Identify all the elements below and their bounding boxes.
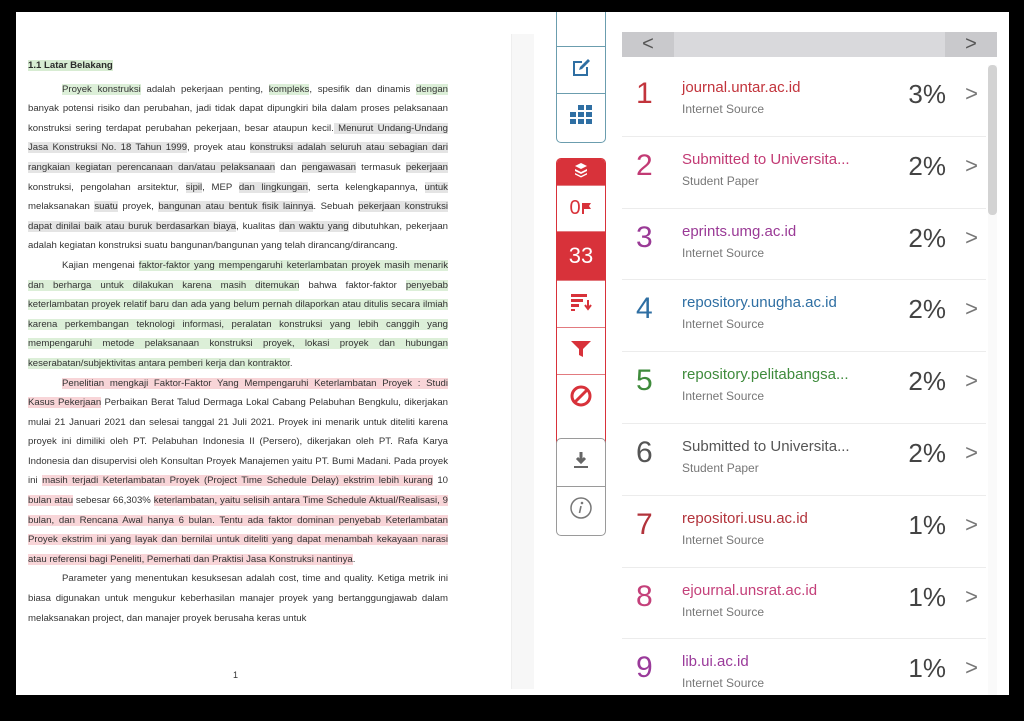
match-source[interactable]: ejournal.unsrat.ac.id bbox=[682, 581, 818, 599]
match-row[interactable] bbox=[622, 209, 986, 281]
paragraph-text: Perbaikan Berat Talud Dermaga Lokal Cabang Pelabuhan Bengkulu, dikerjakan mulai 21 Januari 2021 dan selesai tanggal 21 Juli 2021. Proyek ini menarik untuk diteliti karena proyek ini dimiliki oleh PT. Pelabuhan Indonesia II (Persero), dikerjakan oleh PT. Rafa Karya Indonesia dan disupervisi oleh Konsultan Proyek Manajemen yaitu PT. Bumi Madani. Pada proyek ini bbox=[28, 397, 448, 487]
match-source-type: Internet Source bbox=[682, 676, 765, 691]
paragraph-3 bbox=[28, 374, 448, 570]
paragraph-text: bahwa faktor-faktor bbox=[299, 279, 406, 291]
highlighted-match-text[interactable]: dan lingkungan bbox=[238, 181, 308, 193]
highlighted-match-text[interactable]: dengan bbox=[415, 83, 448, 95]
match-source[interactable]: Submitted to Universita... bbox=[682, 150, 850, 168]
edit-button[interactable] bbox=[557, 47, 605, 94]
highlighted-match-text[interactable]: bangunan atau bentuk fisik lainnya bbox=[158, 201, 314, 213]
scrollbar-thumb[interactable] bbox=[988, 65, 997, 215]
page-number: 1 bbox=[233, 670, 239, 680]
sort-button[interactable] bbox=[557, 281, 605, 328]
match-source-type: Internet Source bbox=[682, 245, 765, 260]
match-overview-panel bbox=[622, 32, 997, 695]
match-source[interactable]: Submitted to Universita... bbox=[682, 437, 850, 455]
app-window bbox=[16, 12, 1009, 695]
paragraph-text: . bbox=[289, 357, 293, 369]
match-source[interactable]: repository.pelitabangsa... bbox=[682, 366, 849, 384]
paragraph-text: dan bbox=[275, 161, 302, 173]
sort-icon bbox=[570, 292, 592, 317]
filter-button[interactable] bbox=[557, 328, 605, 375]
match-row[interactable] bbox=[622, 65, 986, 137]
highlighted-match-text[interactable]: Penelitian mengkaji Faktor-Faktor Yang Mempengaruhi Keterlambatan Proyek : Studi Kasus Pekerjaan bbox=[28, 377, 448, 409]
section-heading: 1.1 Latar Belakang bbox=[28, 60, 113, 71]
chevron-right-icon[interactable]: > bbox=[965, 81, 978, 106]
paragraph-2 bbox=[28, 256, 448, 374]
match-percentage: 2% bbox=[908, 222, 946, 253]
match-percentage: 2% bbox=[908, 437, 946, 468]
paragraph-text: Kajian mengenai bbox=[62, 259, 139, 271]
match-source[interactable]: journal.untar.ac.id bbox=[682, 79, 801, 96]
match-source-type: Internet Source bbox=[682, 102, 765, 116]
paragraph-text: banyak potensi risiko dan perubahan, jadi tidak dapat dipungkiri bila dalam proses bbox=[28, 103, 394, 115]
highlighted-match-text[interactable]: Proyek konstruksi bbox=[62, 83, 141, 95]
chevron-right-icon[interactable]: > bbox=[965, 224, 978, 250]
previous-button[interactable]: < bbox=[622, 32, 674, 57]
match-source[interactable]: repository.unugha.ac.id bbox=[682, 294, 837, 312]
layers-icon bbox=[573, 162, 589, 183]
paragraph-text: . Sebuah bbox=[313, 201, 359, 213]
highlighted-match-text[interactable]: pekerjaan konstruksi dapat dinilai baik atau buruk berdasarkan biaya bbox=[28, 201, 448, 232]
highlighted-match-text[interactable]: pengawasan bbox=[301, 161, 356, 173]
chevron-right-icon[interactable]: > bbox=[965, 511, 978, 537]
paragraph-text: proyek, bbox=[117, 201, 159, 213]
paragraph-4 bbox=[28, 569, 448, 628]
paragraph-text: , proyek atau bbox=[187, 142, 250, 154]
paragraph-text: 10 bbox=[432, 475, 449, 487]
panel-pager bbox=[622, 32, 997, 57]
paragraph-text: konstruksi, pengolahan arsitektur, bbox=[28, 181, 186, 193]
match-source-type: Internet Source bbox=[682, 317, 765, 332]
paragraph-text: , serta kelengkapannya, bbox=[307, 181, 425, 193]
match-row[interactable] bbox=[622, 424, 986, 496]
highlighted-match-text[interactable]: penyebab keterlambatan proyek relatif baru dan ada yang belum pernah dilaporkan atau ditulis secara ilmiah karena perkembangan teknologi informasi, peralatan konstruksi yang lebih canggih yang mempengaruhi metode pelaksanaan konstruksi proyek, lokasi proyek dan hubungan keserabatan/subjektivitas antara pemberi kerja dan kontraktor bbox=[28, 279, 448, 369]
chevron-right-icon[interactable]: > bbox=[965, 152, 978, 178]
match-row[interactable] bbox=[622, 568, 986, 640]
match-row[interactable] bbox=[622, 280, 986, 352]
highlighted-match-text[interactable]: suatu bbox=[94, 201, 118, 213]
chevron-right-icon[interactable]: > bbox=[965, 296, 978, 322]
match-list-scrollbar[interactable] bbox=[988, 65, 997, 695]
match-number: 9 bbox=[636, 651, 653, 685]
match-percentage: 1% bbox=[908, 509, 946, 540]
highlighted-match-text[interactable]: bulan atau bbox=[28, 495, 74, 507]
match-source-type: Internet Source bbox=[682, 532, 765, 547]
match-percentage: 2% bbox=[908, 294, 946, 325]
highlighted-match-text[interactable]: untuk bbox=[424, 181, 448, 193]
match-number: 1 bbox=[636, 77, 653, 110]
match-overview-button[interactable] bbox=[557, 232, 605, 281]
paragraph-text: dibutuhkan, pekerjaan adalah kegiatan konstruksi suatu bangunan/bangunan yang telah dirancang/dirancang. bbox=[28, 220, 449, 252]
edit-icon bbox=[569, 56, 593, 85]
paragraph-text: adalah pekerjaan penting, bbox=[140, 83, 269, 95]
grid-icon bbox=[568, 104, 594, 131]
match-source[interactable]: eprints.umg.ac.id bbox=[682, 222, 797, 240]
next-button[interactable]: > bbox=[945, 32, 997, 57]
paragraph-text: , kualitas bbox=[236, 220, 280, 232]
match-number: 2 bbox=[636, 148, 653, 182]
match-source-type: Student Paper bbox=[682, 460, 759, 475]
paragraph-text: melaksanakan bbox=[28, 201, 95, 213]
match-row[interactable] bbox=[622, 352, 986, 424]
download-icon bbox=[571, 449, 591, 476]
match-source-type: Internet Source bbox=[682, 604, 765, 619]
flags-button[interactable] bbox=[557, 186, 605, 232]
match-percentage: 1% bbox=[908, 581, 946, 612]
match-count: 33 bbox=[568, 243, 594, 268]
match-number: 5 bbox=[636, 364, 653, 398]
chevron-right-icon[interactable]: > bbox=[965, 368, 978, 394]
match-number: 3 bbox=[636, 220, 653, 254]
chevron-right-icon[interactable]: > bbox=[965, 583, 978, 609]
paragraph-text: termasuk bbox=[355, 161, 406, 173]
similarity-tools-group bbox=[556, 158, 606, 472]
download-button[interactable] bbox=[557, 439, 605, 487]
grid-button[interactable] bbox=[557, 94, 605, 140]
utility-tools-group bbox=[556, 438, 606, 536]
info-button[interactable] bbox=[557, 487, 605, 534]
match-row[interactable] bbox=[622, 137, 986, 209]
paragraph-text: Parameter yang menentukan kesuksesan adalah cost, time and quality. Ketiga metrik ini biasa digunakan untuk mengukur keberhasilan manajer proyek yang bertanggungjawab dalam melaksanakan project, dan manajer proyek berusaha keras untuk bbox=[28, 573, 448, 624]
match-row[interactable] bbox=[622, 496, 986, 568]
paragraph-text: sebesar 66,303% bbox=[73, 495, 154, 507]
exclude-icon bbox=[569, 384, 593, 413]
match-number: 8 bbox=[636, 579, 653, 613]
view-tools-group bbox=[556, 12, 606, 143]
highlighted-match-text[interactable]: pekerjaan bbox=[405, 161, 448, 173]
chevron-right-icon[interactable]: > bbox=[965, 655, 978, 681]
flag-count: 0 bbox=[569, 197, 581, 219]
toolbar-top-button[interactable] bbox=[557, 12, 605, 47]
exclude-button[interactable] bbox=[557, 375, 605, 421]
highlighted-match-text[interactable]: kompleks bbox=[268, 83, 310, 95]
paragraph-text: , spesifik dan dinamis bbox=[309, 83, 416, 95]
match-percentage: 2% bbox=[908, 366, 946, 397]
highlighted-match-text[interactable]: keterlambatan, yaitu selisih antara Time Schedule Aktual/Realisasi, 9 bulan, dan Rencana Awal hanya 6 bulan. Tentu ada faktor dominan penyebab Keterlambatan Proyek ekstrim ini yang layak dan bernilai untuk diteliti yang dapat menambah kekayaan narasi atau referensi bagi Peneliti, Pemerhati dan Praktisi Jasa Konstruksi nantinya bbox=[28, 495, 448, 565]
paragraph-text: , MEP bbox=[202, 181, 239, 193]
highlighted-match-text[interactable]: konstruksi adalah seluruh atau sebagian dari rangkaian kegiatan perencanaan dan/atau pelaksanaan bbox=[28, 142, 448, 173]
flag-icon bbox=[581, 197, 593, 220]
filter-icon bbox=[570, 339, 592, 364]
match-number: 7 bbox=[636, 507, 653, 541]
highlighted-match-text[interactable]: dan waktu yang bbox=[279, 220, 349, 232]
match-number: 4 bbox=[636, 292, 653, 326]
highlighted-match-text[interactable]: Menurut Undang-Undang Jasa Konstruksi No. 18 Tahun 1999 bbox=[28, 122, 448, 154]
match-percentage: 1% bbox=[908, 653, 946, 684]
match-source-type: Student Paper bbox=[682, 173, 759, 188]
highlighted-match-text[interactable]: sipil bbox=[185, 181, 203, 193]
match-number: 6 bbox=[636, 435, 653, 469]
paragraph-1 bbox=[28, 80, 448, 256]
match-percentage: 3% bbox=[908, 79, 946, 109]
match-source[interactable]: repositori.usu.ac.id bbox=[682, 509, 808, 527]
paragraph-text: . bbox=[352, 553, 356, 565]
match-source[interactable]: lib.ui.ac.id bbox=[682, 653, 749, 671]
layers-button[interactable] bbox=[557, 159, 605, 186]
document-page bbox=[28, 56, 448, 628]
paragraph-text: pelaksanaan konstruksi sering terdapat perubahan pekerjaan, besar ataupun kecil. bbox=[28, 103, 448, 134]
match-row[interactable] bbox=[622, 639, 986, 695]
highlighted-match-text[interactable]: faktor-faktor yang mempengaruhi keterlambatan proyek masih menarik dan berharga untuk dilakukan karena masih ditemukan bbox=[28, 259, 448, 291]
match-source-type: Internet Source bbox=[682, 389, 765, 404]
match-percentage: 2% bbox=[908, 150, 946, 181]
match-list bbox=[622, 65, 986, 695]
highlighted-match-text[interactable]: masih terjadi Keterlambatan Proyek (Project Time Schedule Delay) ekstrim lebih kurang bbox=[42, 475, 433, 487]
info-icon bbox=[569, 496, 593, 525]
chevron-right-icon[interactable]: > bbox=[965, 439, 978, 465]
pane-gutter bbox=[512, 34, 534, 689]
document-viewer[interactable] bbox=[16, 12, 511, 695]
